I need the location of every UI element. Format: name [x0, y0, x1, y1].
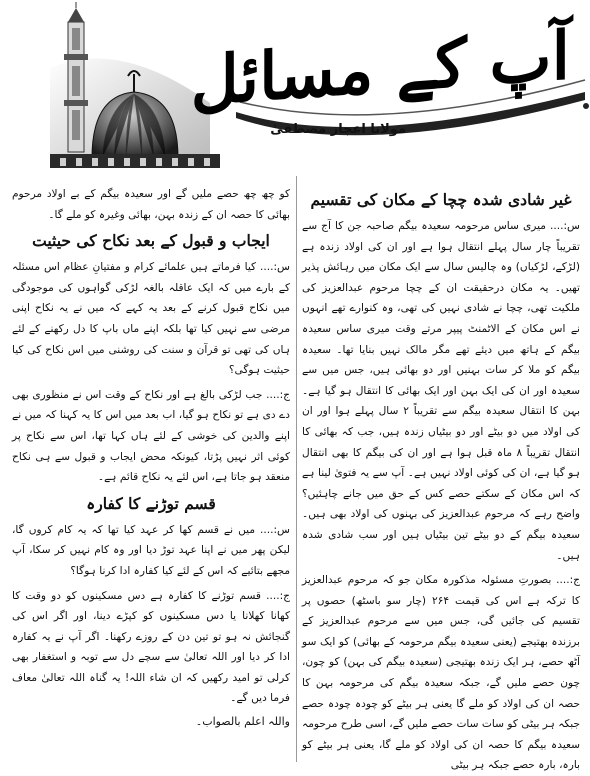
heading-nikah-status: ایجاب و قبول کے بعد نکاح کی حیثیت [32, 231, 270, 251]
column-title: آپ کے مسائل [190, 16, 570, 121]
answer-continuation: کو چھ چھ حصے ملیں گے اور سعیدہ بیگم کے بے اولاد مرحوم بھائی کا حصہ ان کے زندہ بہن، بھائی وغیرہ کو ملے گا۔ [12, 188, 290, 221]
question-oath-expiation: س:.... میں نے قسم کھا کر عہد کیا تھا کہ یہ کام کروں گا، لیکن پھر میں نے اپنا عہد توڑ دیا اور وہ کام نہیں کر سکا، آپ مجھے بتائیے کہ اس کے لئے کیا کفارہ ادا کرنا ہوگا؟ [12, 523, 290, 577]
column-divider [296, 176, 297, 762]
question-nikah-status: س:.... کیا فرماتے ہیں علمائے کرام و مفتیانِ عظام اس مسئلہ کے بارے میں کہ ایک عاقلہ بالغہ لڑکی گواہوں کی موجودگی میں نکاح قبول کرنے کے بعد یہ کہے کہ میں نے یہ نکاح اپنی مرضی سے نہیں کیا تھا بلکہ اپنے ماں باپ کا دل رکھنے کے لئے ہاں کی تھی تو قرآن و سنت کی روشنی میں اس نکاح کی کیا حیثیت ہوگی؟ [12, 261, 290, 377]
heading-house-division: غیر شادی شدہ چچا کے مکان کی تقسیم [310, 190, 572, 209]
column-header [0, 0, 590, 168]
author-byline: مولانا اعجاز مصطفیٰ [270, 122, 406, 137]
question-house-division: س:.... میری ساس مرحومہ سعیدہ بیگم صاحبہ جن کا آج سے تقریباً چار سال پہلے انتقال ہوا ہے اور ان کی اولاد زندہ ہے (لڑکے، لڑکیاں) وہ چالیس سال سے ایک مکان میں رہائش پذیر تھیں۔ یہ مکان درحقیقت ان کے چچا مرحوم عبدالعزیز کی ملکیت تھی، چچا نے شادی نہیں کی تھی، وہ کنوارے تھے انہوں نے اس مکان کے الاٹمنٹ پیپر مرتے وقت میری ساس سعیدہ بیگم کے ہاتھ میں دیئے تھے مگر مالک نہیں بنایا تھا۔ سعیدہ بیگم کو ملا کر سات بہنیں اور دو بھائی ہیں، جس میں سے سعیدہ اور ان کی ایک بہن اور ایک بھائی کا انتقال ہو گیا ہے۔ بہن کا انتقال سعیدہ بیگم سے تقریباً ۲ سال پہلے ہوا اور ان کی اولاد میں دو بیٹے اور دو بیٹیاں زندہ ہیں، جب کہ بھائی کا انتقال تقریباً ۸ ماہ قبل ہوا ہے اور ان کی بیگم کا بھی انتقال ہو گیا ہے، ان کی کوئی اولاد نہیں ہے۔ آپ سے یہ فتویٰ لینا ہے کہ اس مکان کے سکتے حصے کس کے حق میں جانے چاہئیں؟ واضح رہے کہ مرحوم عبدالعزیز کی بہنوں کی اولاد بھی ہیں۔ سعیدہ بیگم کے دو بیٹے تین بیٹیاں ہیں اور سب شادی شدہ ہیں۔ [302, 220, 581, 562]
right-column [302, 188, 581, 772]
answer-house-division: ج:.... بصورتِ مسئولہ مذکورہ مکان جو کہ مرحوم عبدالعزیز کا ترکہ ہے اس کی قیمت ۲۶۴ (چار سو باسٹھ) حصوں پر تقسیم کی جائیں گی، جس میں سے مرحوم عبدالعزیز کے برزندہ بھتیجے (یعنی سعیدہ بیگم مرحومہ کے بھائی) کو ایک سو آٹھ حصے، ہر ایک زندہ بھتیجی (سعیدہ بیگم کی بہن) کو چون، چون حصے ملیں گے، جبکہ سعیدہ بیگم کی مرحومہ بہن کا حصہ ان کی اولاد کو ملے گا یعنی ہر بیٹے کو چودہ چودہ حصے جبکہ ہر بیٹی کو سات سات حصے ملیں گے، اسی طرح مرحومہ سعیدہ بیگم کا حصہ ان کی اولاد کو ملے گا، یعنی ہر بیٹے کو بارہ، بارہ حصے جبکہ ہر بیٹی [302, 574, 580, 772]
closing-line: واللہ اعلم بالصواب۔ [195, 715, 290, 729]
left-column [12, 184, 290, 764]
answer-nikah-status: ج:.... جب لڑکی بالغ ہے اور نکاح کے وقت اس نے منظوری بھی دے دی ہے تو نکاح ہو گیا، اب بعد میں اس کا یہ کہنا کہ میں نے اپنے والدین کی خوشی کے لئے ہاں کہا تھا، اس سے نکاح پر کوئی اثر نہیں پڑتا، کیونکہ محض ایجاب و قبول سے ہی نکاح منعقد ہو جاتا ہے، اس لئے یہ نکاح قائم ہے۔ [12, 388, 290, 484]
answer-oath-expiation: ج:.... قسم توڑنے کا کفارہ ہے دس مسکینوں کو دو وقت کا کھانا کھلانا یا دس مسکینوں کو کپڑے دینا، اور اگر اس کی گنجائش نہ ہو تو تین دن کے روزے رکھنا۔ اگر آپ نے یہ کفارہ ادا کر دیا اور اللہ تعالیٰ سے سچے دل سے توبہ و استغفار بھی کرلی تو امید رکھیں کہ ان شاء اللہ! یہ گناہ اللہ تعالیٰ معاف فرما دیں گے۔ [12, 589, 290, 705]
heading-oath-expiation: قسم توڑنے کا کفارہ [86, 493, 216, 513]
